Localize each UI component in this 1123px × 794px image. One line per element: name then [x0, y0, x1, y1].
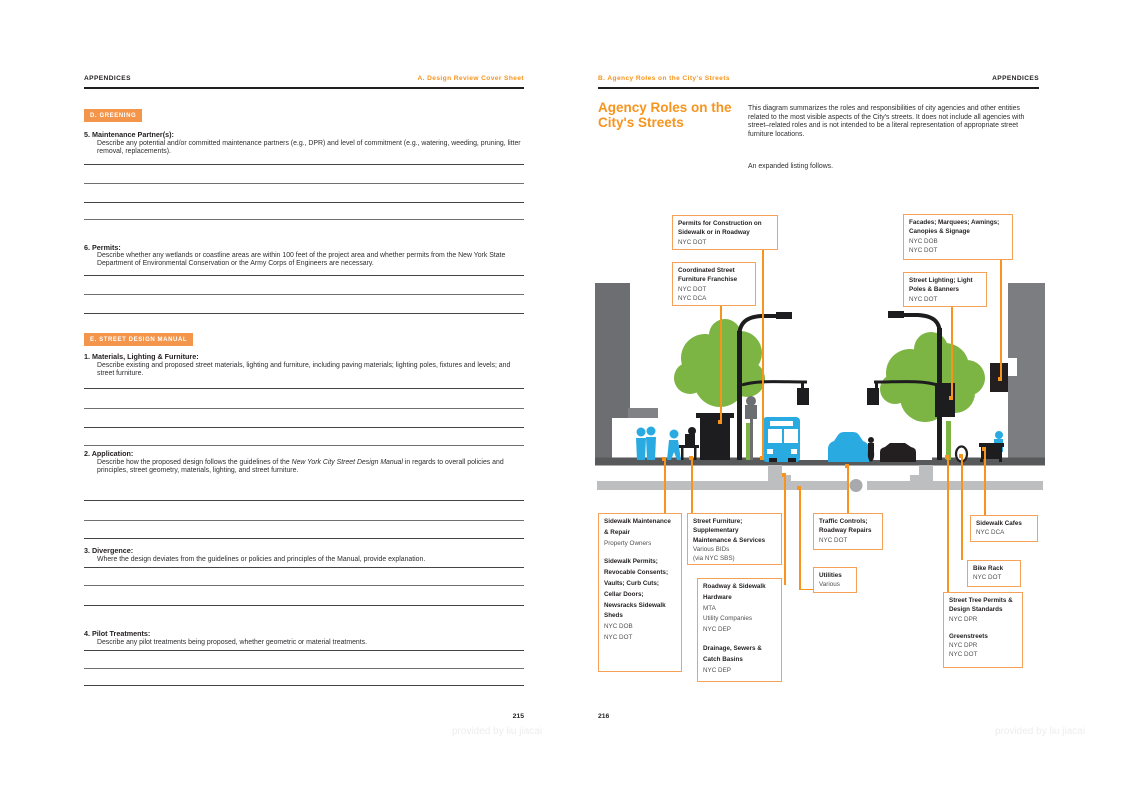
watermark: provided by liu jiacai: [452, 726, 543, 737]
item-2-body-post: in regards to overall policies and principles, street geometry, materials, lighting, and street furniture.: [97, 459, 504, 475]
badge-street-design-manual: E. STREET DESIGN MANUAL: [84, 333, 193, 346]
callout-roadway-hardware: [697, 578, 782, 682]
writing-line: [84, 313, 524, 314]
callout-title: Utilities: [819, 572, 842, 579]
leader-dot: [959, 454, 963, 458]
intro-paragraph: This diagram summarizes the roles and responsibilities of city agencies and other entities related to the most visible aspects of the City's streets. It does not include all agencies with street–related roles and is not intended to be a literal representation of appropriate street furniture locations.: [748, 105, 1025, 139]
callout-line: Various: [819, 581, 840, 589]
item-1-title: 1. Materials, Lighting & Furniture:: [84, 352, 199, 361]
writing-line: [84, 164, 524, 165]
right-header-rule: [598, 87, 1039, 89]
callout-line: NYC DEP: [703, 666, 731, 674]
leader-dot: [797, 486, 801, 490]
leader-line: [951, 307, 953, 399]
leader-line: [664, 459, 666, 513]
page-title: Agency Roles on the City's Streets: [598, 100, 732, 130]
leader-line: [691, 459, 693, 513]
leader-line: [720, 306, 722, 423]
writing-line: [84, 427, 524, 428]
item-1-body: Describe existing and proposed street materials, lighting and furniture, including paving materials; lighting poles, fixtures and levels; and street furniture.: [97, 362, 511, 378]
writing-line: [84, 567, 524, 568]
callout-title: Sidewalk Maintenance & Repair: [604, 518, 671, 536]
callout-line: NYC DPR: [949, 615, 978, 623]
leader-dot: [760, 456, 764, 460]
callout-line: Various BIDs: [693, 545, 730, 553]
writing-line: [84, 219, 524, 220]
callout-title: Street Furniture; Supplementary Maintenance & Services: [693, 518, 766, 544]
watermark: provided by liu jiacai: [995, 726, 1086, 737]
callout-line: NYC DOB: [909, 237, 938, 245]
leader-line: [847, 466, 849, 513]
callout-line: NYC DOT: [973, 574, 1002, 582]
callout-permits-construction: [672, 215, 778, 250]
item-2-body-italic: New York City Street Design Manual: [291, 459, 403, 466]
callout-line: NYC DPR: [949, 642, 978, 650]
callout-line: Utility Companies: [703, 615, 752, 623]
leader-line: [1000, 260, 1002, 380]
left-header-rule: [84, 87, 524, 89]
bus-shelter-icon: [696, 413, 734, 460]
callout-coordinated-street-furniture: [672, 262, 756, 306]
callout-utilities: [813, 567, 857, 593]
leader-dot: [945, 455, 949, 459]
callout-line: NYC DOT: [819, 536, 848, 544]
car-icon: [880, 443, 916, 462]
leader-dot: [662, 457, 666, 461]
callout-line: NYC DOT: [909, 246, 938, 254]
leader-dot: [949, 396, 953, 400]
writing-line: [84, 388, 524, 389]
item-5-title: 5. Maintenance Partner(s):: [84, 130, 174, 139]
leader-line: [984, 450, 986, 515]
item-5-body: Describe any potential and/or committed maintenance partners (e.g., DPR) and level of commitment (e.g., watering, weeding, pruning, litter removal, replacements).: [97, 140, 521, 156]
writing-line: [84, 668, 524, 669]
leader-dot: [982, 447, 986, 451]
callout-sidewalk-cafes: [970, 515, 1038, 542]
leader-dot: [782, 473, 786, 477]
left-header-appendices: APPENDICES: [84, 75, 131, 82]
item-6-body: Describe whether any wetlands or coastline areas are within 100 feet of the project area and whether permits from the New York State Department of Environmental Conservation or the Army Corps of Engineers are necessary.: [97, 252, 506, 268]
leader-line: [799, 589, 813, 591]
callout-title: Facades; Marquees; Awnings; Canopies & Signage: [909, 219, 1000, 236]
item-2-title: 2. Application:: [84, 449, 134, 458]
callout-line: NYC DOT: [909, 295, 938, 303]
bus-icon: [763, 417, 800, 462]
pedestrians-icon: [636, 427, 681, 461]
item-3-title: 3. Divergence:: [84, 546, 134, 555]
leader-dot: [845, 464, 849, 468]
tree-pit-planting-icon: [746, 423, 750, 460]
callout-title: Street Lighting; Light Poles & Banners: [909, 277, 973, 294]
leader-line: [947, 458, 949, 592]
item-2-body: [97, 459, 525, 476]
callout-street-tree: [943, 592, 1023, 668]
writing-line: [84, 538, 524, 539]
callout-line: NYC DCA: [678, 294, 707, 302]
callout-title: Drainage, Sewers & Catch Basins: [703, 644, 762, 663]
item-4-body: Describe any pilot treatments being proposed, whether geometric or material treatments.: [97, 639, 368, 646]
writing-line: [84, 294, 524, 295]
writing-line: [84, 685, 524, 686]
catch-basin-icon: [768, 465, 791, 481]
callout-title: Street Tree Permits & Design Standards: [949, 597, 1013, 614]
callout-street-lighting: [903, 272, 987, 307]
writing-line: [84, 202, 524, 203]
traffic-signal-icon: [797, 388, 809, 405]
leader-line: [784, 475, 786, 585]
writing-line: [84, 183, 524, 184]
awning-icon: [628, 408, 658, 418]
callout-line: NYC DOB: [604, 623, 633, 631]
callout-title: Greenstreets: [949, 632, 988, 640]
item-4-title: 4. Pilot Treatments:: [84, 629, 151, 638]
writing-line: [84, 500, 524, 501]
leader-line: [961, 458, 963, 560]
leader-dot: [718, 420, 722, 424]
callout-title: Coordinated Street Furniture Franchise: [678, 267, 738, 284]
item-6-title: 6. Permits:: [84, 243, 121, 252]
callout-title: Bike Rack: [973, 565, 1004, 572]
writing-line: [84, 408, 524, 409]
catch-basin-icon: [910, 465, 933, 481]
callout-line: MTA: [703, 604, 716, 612]
leader-line: [762, 250, 764, 460]
callout-title: Permits for Construction on Sidewalk or in Roadway: [678, 220, 762, 237]
cyclist-icon: [868, 437, 874, 462]
callout-title: Roadway & Sidewalk Hardware: [703, 583, 766, 601]
writing-line: [84, 605, 524, 606]
writing-line: [84, 445, 524, 446]
left-header-section: A. Design Review Cover Sheet: [417, 75, 524, 82]
item-3-body: Where the design deviates from the guidelines or policies and principles of the Manual, provide explanation.: [97, 556, 426, 563]
callout-line: NYC DOT: [949, 651, 978, 659]
callout-facades: [903, 214, 1013, 260]
writing-line: [84, 650, 524, 651]
leader-line: [799, 488, 801, 590]
callout-bike-rack: [967, 560, 1021, 587]
callout-sidewalk-maintenance: [598, 513, 682, 672]
callout-line: NYC DEP: [703, 626, 731, 634]
traffic-signal-icon: [867, 388, 879, 405]
callout-title: Sidewalk Permits; Revocable Consents; Vaults; Curb Cuts; Cellar Doors; Newsracks Sidewalk Sheds: [604, 558, 669, 620]
writing-line: [84, 585, 524, 586]
callout-line: NYC DCA: [976, 529, 1005, 537]
callout-line: NYC DOT: [678, 238, 707, 246]
item-2-body-pre: Describe how the proposed design follows the guidelines of the: [97, 459, 292, 466]
callout-traffic-controls: [813, 513, 883, 550]
callout-title: Sidewalk Cafes: [976, 520, 1022, 527]
callout-line: NYC DOT: [604, 633, 633, 641]
street-diagram: [595, 283, 1045, 493]
callout-title: Traffic Controls; Roadway Repairs: [819, 518, 872, 535]
intro-paragraph-2: An expanded listing follows.: [748, 163, 834, 170]
tree-icon: [880, 332, 985, 422]
right-header-section: B. Agency Roles on the City's Streets: [598, 75, 730, 82]
right-header-appendices: APPENDICES: [992, 75, 1039, 82]
callout-street-furniture: [687, 513, 782, 565]
callout-line: Property Owners: [604, 539, 652, 547]
writing-line: [84, 520, 524, 521]
leader-dot: [998, 377, 1002, 381]
leader-dot: [689, 456, 693, 460]
writing-line: [84, 275, 524, 276]
callout-line: (via NYC SBS): [693, 555, 735, 563]
left-page-number: 215: [512, 713, 524, 720]
badge-greening: D. GREENING: [84, 109, 142, 122]
right-page-number: 216: [598, 713, 610, 720]
car-icon: [828, 432, 869, 462]
callout-line: NYC DOT: [678, 285, 707, 293]
